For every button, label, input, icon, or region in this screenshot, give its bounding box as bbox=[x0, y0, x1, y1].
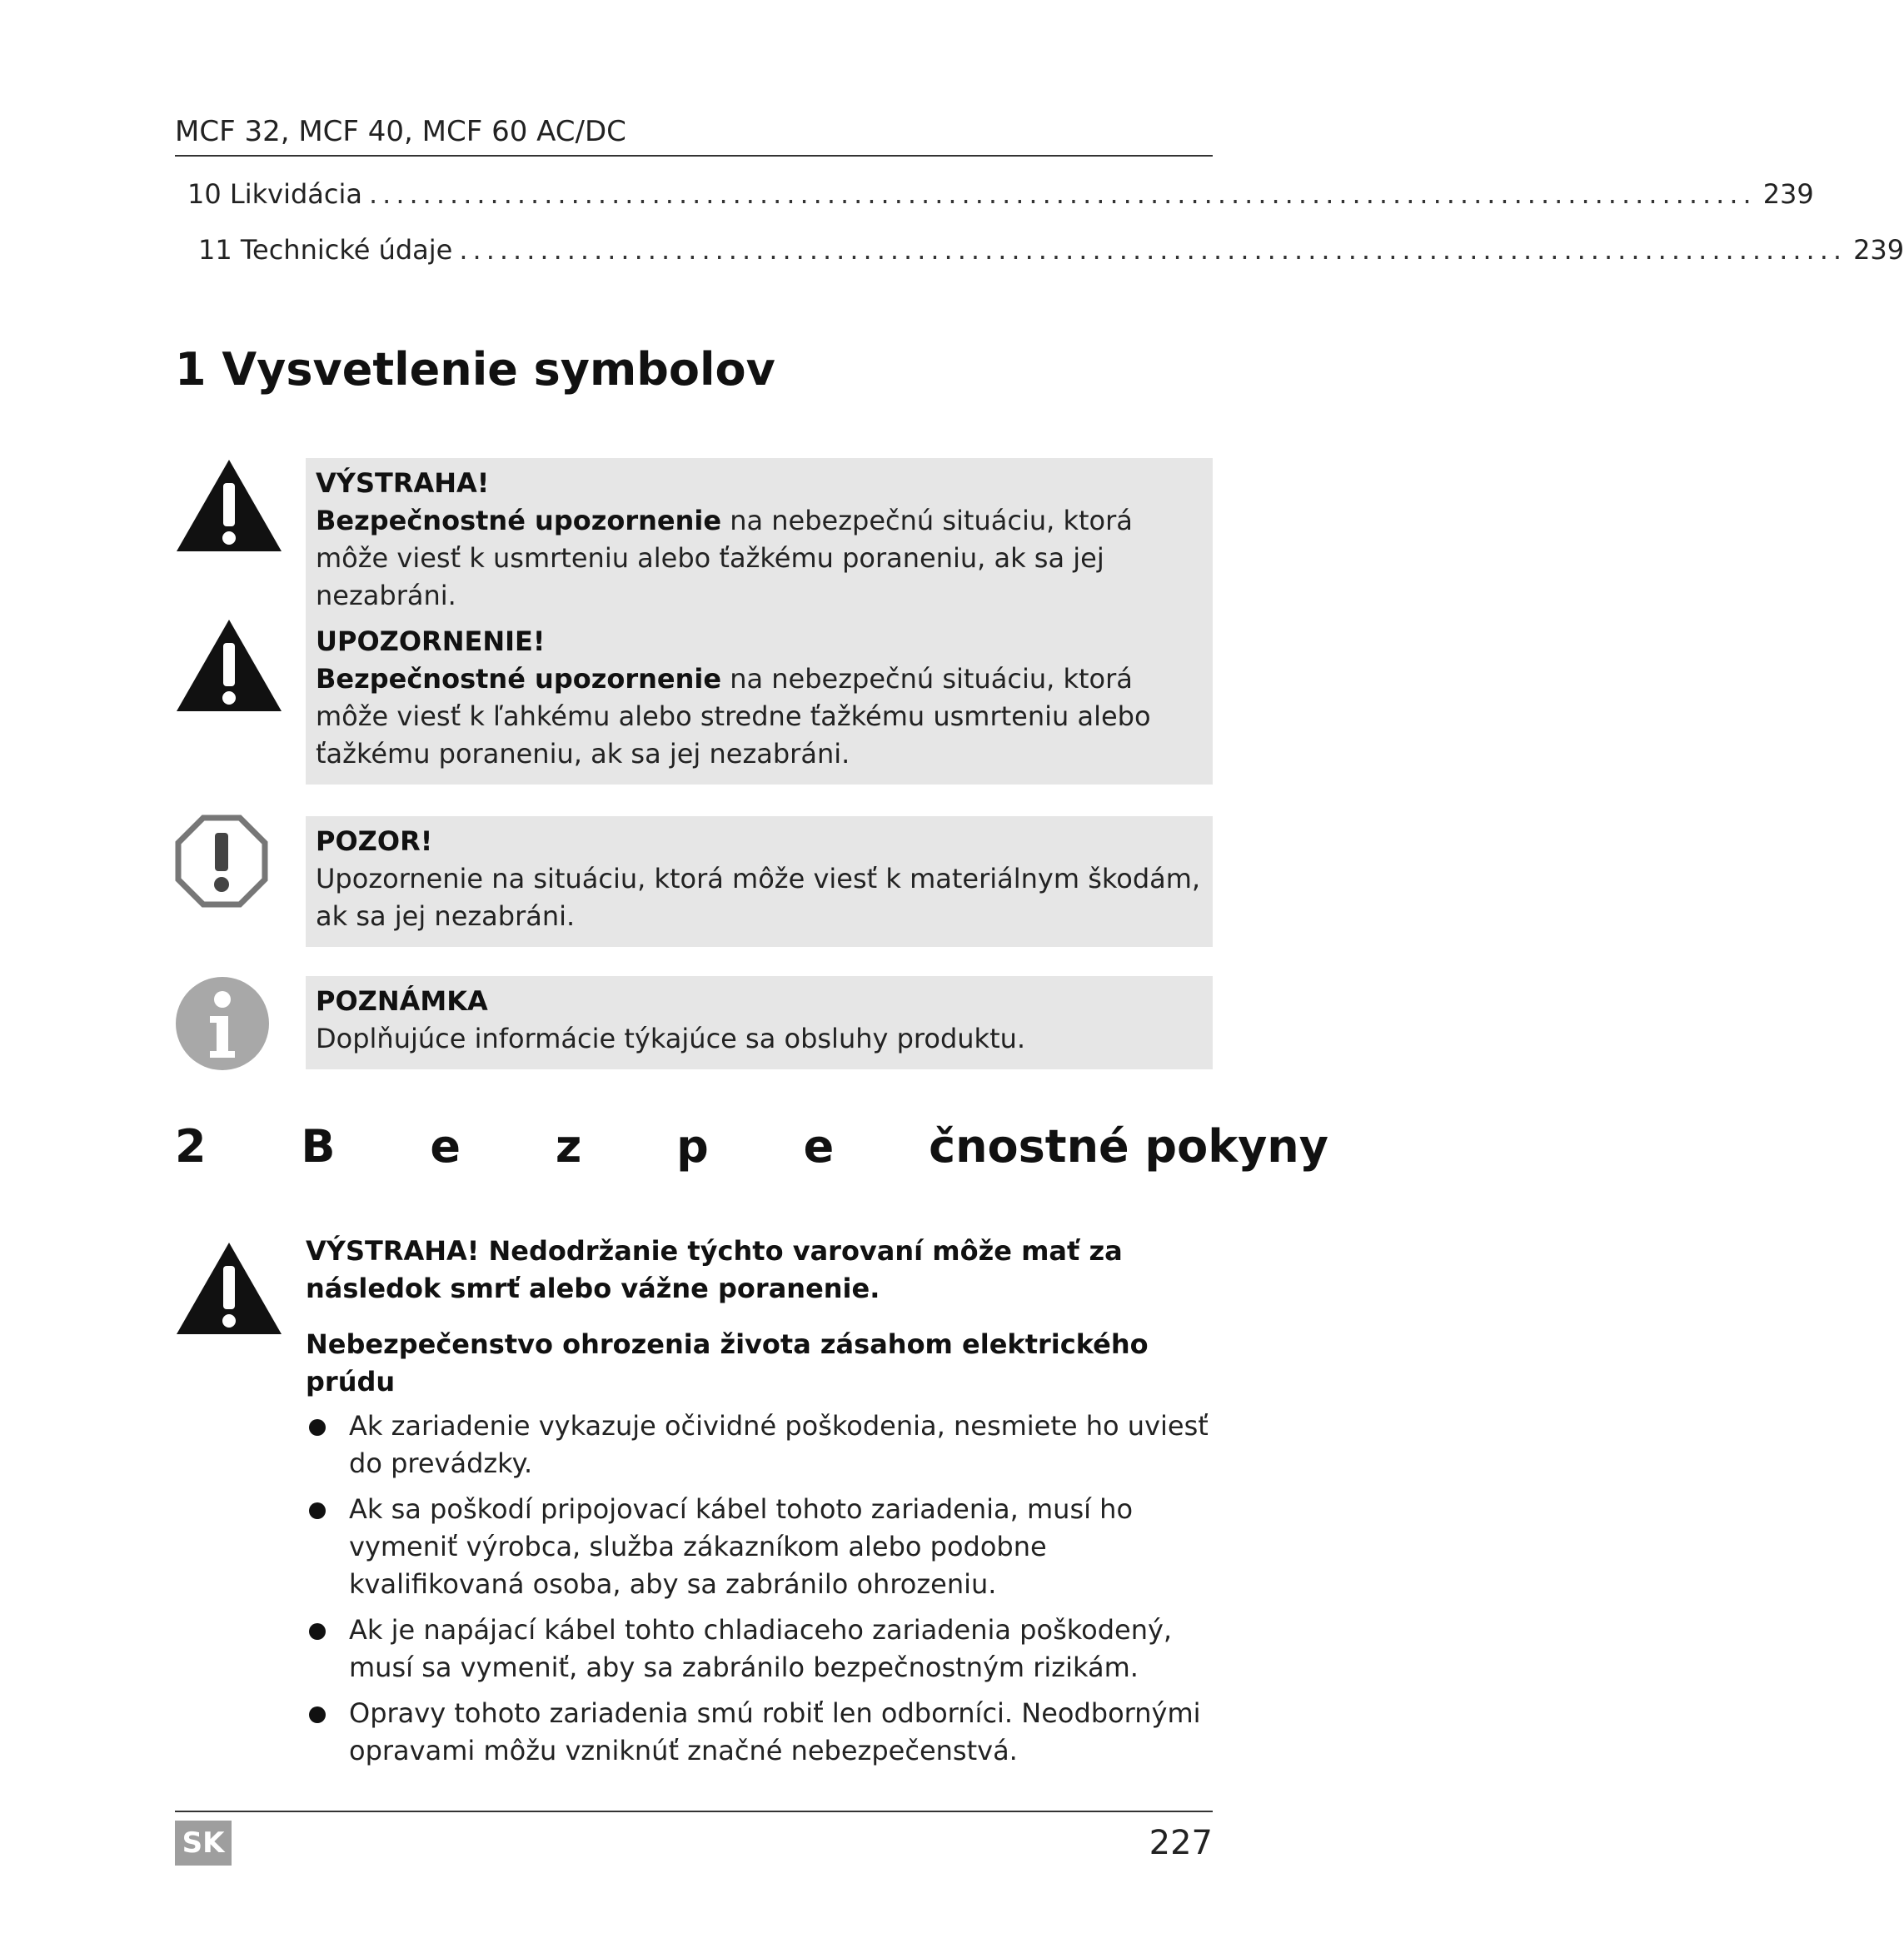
notice-text bbox=[316, 660, 1203, 773]
notice-body: Upozornenie na situáciu, ktorá môže viesť k materiálnym škodám, ak sa jej nezabráni. bbox=[316, 863, 1201, 932]
page-number: 227 bbox=[1149, 1824, 1213, 1862]
toc-entry[interactable] bbox=[198, 234, 1904, 271]
notice-title: VÝSTRAHA! bbox=[316, 467, 490, 499]
notice-note bbox=[306, 976, 1213, 1069]
toc-leader-dots: ....................................................................................................... bbox=[368, 178, 1757, 210]
warning-triangle-icon bbox=[175, 618, 283, 713]
toc-page-number: 239 bbox=[1853, 234, 1904, 266]
document-header: MCF 32, MCF 40, MCF 60 AC/DC bbox=[175, 115, 1213, 157]
notice-title: POZNÁMKA bbox=[316, 985, 488, 1017]
heading-part: e bbox=[803, 1120, 835, 1173]
notice-body: na nebezpečnú situáciu, ktorá môže viesť k ľahkému alebo stredne ťažkému usmrteniu alebo ťažkému poraneniu, ak sa jej nezabráni. bbox=[316, 663, 1151, 770]
safety-instructions bbox=[306, 1233, 1222, 1778]
notice-title: POZOR! bbox=[316, 825, 433, 857]
toc-label: 10 Likvidácia bbox=[187, 178, 362, 210]
section-heading-2 bbox=[175, 1120, 1328, 1173]
notice-attention bbox=[306, 816, 1213, 947]
section-heading: 1 Vysvetlenie symbolov bbox=[175, 343, 775, 396]
notice-body: na nebezpečnú situáciu, ktorá môže viesť k usmrteniu alebo ťažkému poraneniu, ak sa jej nezabráni. bbox=[316, 505, 1133, 611]
safety-warning: VÝSTRAHA! Nedodržanie týchto varovaní môže mať za následok smrť alebo vážne poranenie. bbox=[306, 1235, 1123, 1304]
list-item: Ak sa poškodí pripojovací kábel tohoto zariadenia, musí ho vymeniť výrobca, služba zákazníkom alebo podobne kvalifikovaná osoba, aby sa zabránilo ohrozeniu. bbox=[306, 1491, 1214, 1603]
heading-part: p bbox=[676, 1120, 709, 1173]
warning-triangle-icon bbox=[175, 1241, 283, 1336]
list-item: Ak je napájací kábel tohto chladiaceho zariadenia poškodený, musí sa vymeniť, aby sa zabránilo bezpečnostným rizikám. bbox=[306, 1612, 1214, 1686]
bullet-list bbox=[306, 1407, 1214, 1770]
notice-body: Doplňujúce informácie týkajúce sa obsluhy produktu. bbox=[316, 1023, 1026, 1054]
toc-label: 11 Technické údaje bbox=[198, 234, 453, 266]
warning-triangle-icon bbox=[175, 458, 283, 553]
notice-title: UPOZORNENIE! bbox=[316, 625, 546, 657]
footer-divider bbox=[175, 1811, 1213, 1812]
heading-part: 2 bbox=[175, 1120, 207, 1173]
safety-subheading: Nebezpečenstvo ohrozenia života zásahom elektrického prúdu bbox=[306, 1328, 1149, 1397]
caution-octagon-icon bbox=[175, 815, 268, 908]
language-badge: SK bbox=[175, 1821, 232, 1866]
info-circle-icon bbox=[175, 976, 270, 1071]
heading-part: e bbox=[430, 1120, 461, 1173]
heading-part: z bbox=[555, 1120, 582, 1173]
notice-warning bbox=[306, 458, 1213, 626]
notice-bold-lead: Bezpečnostné upozornenie bbox=[316, 663, 722, 695]
notice-caution bbox=[306, 616, 1213, 785]
toc-leader-dots: ....................................................................................................... bbox=[459, 234, 1847, 266]
notice-bold-lead: Bezpečnostné upozornenie bbox=[316, 505, 722, 536]
toc-page-number: 239 bbox=[1762, 178, 1814, 210]
list-item: Opravy tohoto zariadenia smú robiť len odborníci. Neodbornými opravami môžu vzniknúť značné nebezpečenstvá. bbox=[306, 1695, 1214, 1770]
list-item: Ak zariadenie vykazuje očividné poškodenia, nesmiete ho uviesť do prevádzky. bbox=[306, 1407, 1214, 1482]
heading-part: čnostné pokyny bbox=[929, 1120, 1328, 1173]
notice-text bbox=[316, 502, 1203, 615]
heading-part: B bbox=[301, 1120, 336, 1173]
toc-entry[interactable] bbox=[187, 178, 1814, 215]
